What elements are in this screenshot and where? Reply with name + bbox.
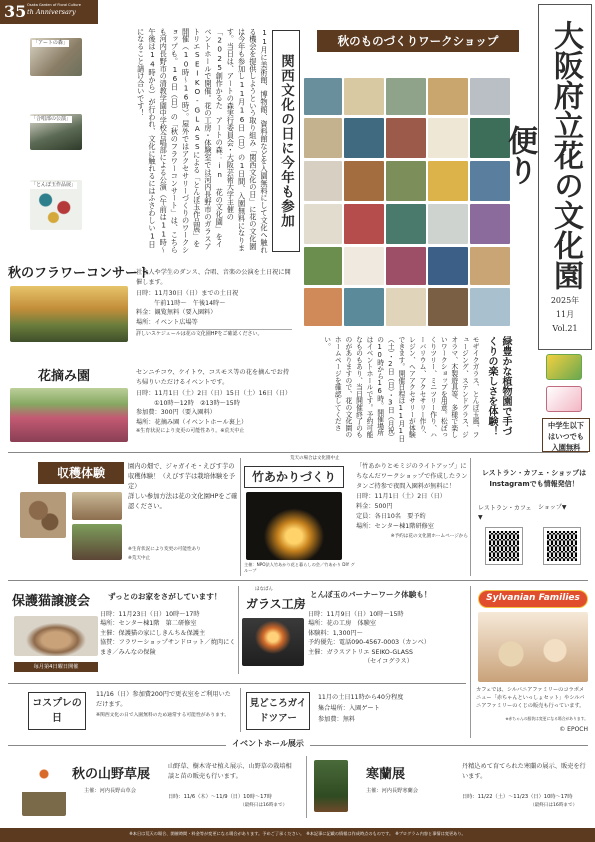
picking-note: ※生育状況により変更の可能性あり。※荒天中止 — [136, 428, 245, 434]
bamboo-fee: 料金：500円 — [356, 503, 393, 510]
divider — [8, 683, 466, 684]
masthead-title: 大阪府立花の文化園便り — [502, 20, 583, 290]
costume-title: コスプレの日 — [28, 692, 86, 730]
glass-place: 場所：花の工房 体験室 — [308, 620, 377, 628]
concert-note: 詳しいスケジュールは花の文化園HPをご確認ください。 — [136, 329, 292, 340]
concert-title: 秋のフラワーコンサート — [8, 266, 152, 281]
bamboo-lantern-photo — [246, 492, 342, 560]
concert-desc: 社会人や学生のダンス、合唱、音楽の公演を土日祝に開催します。 — [136, 269, 291, 286]
divider — [8, 452, 588, 453]
harvest-field-photo — [72, 492, 122, 520]
harvest-title: 収穫体験 — [38, 462, 124, 484]
kansai-day-body: 11月に美術館、博物館、資料館などを入園無料にして文化へ触れる機会を提供しようという取り組み「関西文化の日」に花の文化園は今年も参加し11月16日（日）の1日間、入園無料になります。当日は、アートの森実行委員会・大阪芸術大学主催の「2025創作かるた アートの森：in 花の文化園」をイベントホールで開催。花の工房・体験室では河内長野市のガラスアトリエSEIKO-GLASSによる「とんぼ玉作品展」を開催（10時〜16時）。屋外ではアクセサリーづくりのワークショップも。16日（日）の「秋のフラワーコンサート」は、こちらも河内長野市の清教学園中学校合唱部による公演（午前は11時〜午後は14時から）が行われ、文化に触れるにはふさわしい1日になること請け合いです！ — [136, 28, 269, 254]
picking-photo — [10, 388, 128, 442]
divider — [470, 458, 471, 576]
bamboo-sponsor: 主催：NPO法人竹あかり花と暮らしの会／竹あかり DIY グループ — [244, 562, 355, 573]
workshop-title: 秋のものづくりワークショップ — [317, 30, 519, 52]
cat-title: 保護猫譲渡会 — [12, 594, 91, 609]
hall-ex1-sponsor: 主催：河内長野山草会 — [84, 788, 136, 794]
cat-photo — [14, 616, 98, 656]
footer-text: ※本日は荒天の場合、開催時間・料金等が変更になる場合があります。予めご了承ください。 ※本記事に記載の情報は作成時点のものです。 ※プログラム内容と事情は変更あり。 — [129, 831, 466, 836]
concert-date: 日時：11月30日（日）までの土日祝 — [136, 290, 239, 297]
picking-date: 日時：11月1日（土）2日（日）15日（土）16日（日） — [136, 390, 292, 397]
cat-info — [100, 610, 236, 657]
hall-ex2-date-note: （最終日は16時まで） — [530, 803, 578, 808]
glass-sponsor-2: （セイコグラス） — [364, 658, 413, 666]
guide-fee: 参加費：無料 — [318, 716, 356, 723]
concert-time: 午前11時〜 午後14時〜 — [154, 299, 226, 307]
sylvanian-copyright: © EPOCH — [559, 726, 588, 733]
photo-caption: 「とんぼ玉作品展」 — [31, 182, 77, 188]
workshop-photo-grid — [304, 78, 510, 326]
hall-ex2-sponsor: 主催：河内長野寒蘭会 — [366, 788, 418, 794]
bamboo-caption-top: 荒天の場合は文化園中止 — [290, 456, 340, 461]
hall-ex1-title: 秋の山野草展 — [72, 767, 151, 782]
sylvanian-text: カフェでは、シルバニアファミリーのコラボメニュー「赤ちゃんといっしょセット」やシルバニアファミリーのくじの販売も行っています。 — [476, 687, 585, 709]
sylvanian-photo — [478, 612, 588, 682]
kansai-day-title: 関西文化の日に今年も参加 — [272, 30, 300, 252]
sylvanian-logo: Sylvanian Families — [478, 590, 588, 608]
glass-subtitle: とんぼ玉のバーナーワーク体験も！ — [310, 590, 432, 599]
orchid-photo — [314, 760, 348, 812]
bamboo-cap: 定員：各日10名 要予約 — [356, 513, 426, 520]
photo-caption: 「合唱部の公演」 — [31, 116, 72, 122]
bamboo-note: ※予約は花の文化園ホームページから — [390, 534, 468, 539]
cat-sponsor: 主催：保護猫の家にしきんち＆保護主 — [100, 629, 206, 637]
glass-date: 日時：11月9日（日）10時〜15時 — [308, 611, 404, 618]
masthead-year: 2025年 — [550, 296, 580, 305]
hall-title: イベントホール展示 — [226, 739, 310, 750]
restaurant-qr-code[interactable] — [486, 528, 522, 564]
wildflower-photo — [22, 756, 66, 816]
picking-place: 場所：花摘み園（イベントホール裏上） — [136, 418, 248, 426]
workshop-body: モザイクガラス、とんぼ玉風、フュージング、ステンドグラス、ジオラマ、木製遊具等、多様で楽しいワークショップを用意。松ぼっくりツリー、ミニツリー作り、ハーバリウム、アクセサリー作り、レジン、ヘアアクセサリーが体験できます。開催日程は11月1日（土）・2日（日）・3日（月祝）の10時から16時。開催場所はイベントホールです。予約可能なものもあり、当日開催終了のものがありますので、花の文化園のホームページを確認してください。 — [322, 336, 479, 442]
glass-ruby: ほなばん — [255, 587, 273, 592]
sylvanian-note: ※赤ちゃんの服装は変更になる場合があります。 — [505, 716, 588, 721]
concert-info — [136, 268, 292, 340]
anniversary-logo — [0, 0, 98, 24]
divider — [470, 586, 471, 738]
guide-info — [318, 692, 464, 725]
harvest-text: 園内の畑で、ジャガイモ・えびす芋の収穫体験！（えびす芋は栽培体験を予定） 詳しい参加方法は花の文化園HPをご確認ください。 — [128, 463, 238, 510]
picking-title: 花摘み園 — [38, 369, 91, 384]
restaurant-title: レストラン・カフェ・ショップはInstagramでも情報発信！ — [481, 469, 587, 488]
harvest-note-1: ※生育状況により変更の可能性あり — [128, 547, 201, 552]
cat-monthly-note: 毎月第4日曜日開催 — [14, 662, 98, 672]
logo-sub: Osaka Garden of Floral Culture — [27, 3, 81, 7]
hall-ex2-title: 寒蘭展 — [366, 767, 406, 782]
picking-time: ①10時〜12時 ②13時〜15時 — [154, 399, 240, 407]
junior-free-badge: 中学生以下 はいつでも 入園無料 — [542, 418, 590, 452]
hall-ex2-text: 丹精込めて育てられた寒蘭の展示、販売を行います。 — [462, 763, 586, 780]
glass-fee: 体験料：1,300円〜 — [308, 629, 363, 637]
bamboo-place: 場所：センター棟1階研修室 — [356, 523, 434, 530]
divider — [240, 688, 241, 732]
photo-caption: 「アートの森」 — [33, 40, 68, 46]
picking-info — [136, 368, 292, 437]
divider — [238, 586, 239, 674]
guide-time: 11月の土日11時から40分程度 — [318, 694, 404, 701]
hall-ex1-text: 山野草、樹木寄せ植え展示、山野草の栽培相談と苗の販売も行います。 — [168, 763, 292, 780]
concert-place: 場所：イベント広場等 — [136, 318, 198, 326]
restaurant-label: レストラン・カフェ▼ — [478, 505, 532, 521]
potato-photo — [20, 492, 66, 538]
bamboo-title: 竹あかりづくり — [244, 466, 344, 488]
workshop-heading: 緑豊かな植物園で手づくりの楽しさを体験！ — [486, 336, 511, 436]
concert-fee: 料金：観覧無料（要入園料） — [136, 309, 217, 316]
hall-ex2-date: 日時：11/22（土）〜11/23（日）10時〜17時 — [462, 794, 573, 800]
divider — [240, 458, 241, 576]
hanapuna-logo — [546, 354, 582, 380]
logo-years: 35 — [4, 2, 27, 21]
cat-coop: 協賛：フラワーショップサンドロット／焼肉にくまき／みんなの保険 — [100, 639, 236, 656]
costume-note: ※関西文化の日で入園無料のため通常する可能性があります。 — [96, 713, 230, 718]
hall-ex1-date: 日時：11/6（木）〜11/9（日）10時〜17時 — [168, 794, 272, 800]
concert-photo — [10, 286, 128, 342]
shop-label: ショップ▼ — [538, 504, 567, 511]
divider — [8, 580, 588, 581]
shop-qr-code[interactable] — [544, 528, 580, 564]
masthead-month: 11月 — [555, 310, 575, 319]
glass-tel: 予約優先：電話090-4567-0003（カンベ） — [308, 639, 431, 647]
bamboo-info — [356, 462, 468, 542]
glass-sponsor: 主催：ガラスアトリエ SEIKO-GLASS — [308, 648, 413, 656]
masthead-volume: Vol.21 — [552, 324, 578, 333]
cat-place: 場所：センター棟1階 第二研修室 — [100, 620, 197, 628]
flower-park-logo — [546, 386, 582, 412]
bamboo-desc: 「竹あかりとモミジのライトアップ」にちなんだワークショップで作成したランタンご持参で夜間入園料が無料に！ — [356, 463, 468, 490]
guide-place: 集合場所：入園ゲート — [318, 705, 380, 712]
glass-title: ガラス工房 — [246, 597, 306, 611]
guide-title: 見どころガイドツアー — [246, 692, 310, 730]
picking-desc: センニチコウ、ケイトウ、コスモス等の花を摘んでお持ち帰りいただけるイベントです。 — [136, 369, 290, 386]
divider — [306, 756, 307, 818]
harvest-kids-photo — [72, 524, 122, 560]
cat-date: 日時：11月23日（日）10時〜17時 — [100, 611, 200, 618]
glass-info — [308, 610, 464, 666]
cat-subtitle: ずっとのお家をさがしています！ — [108, 592, 222, 601]
hall-ex1-date-note: （最終日は16時まで） — [240, 803, 288, 808]
harvest-note-2: ※荒天中止 — [128, 556, 151, 561]
logo-text: th Anniversary — [27, 8, 76, 16]
picking-fee: 参加費：300円（要入園料） — [136, 409, 216, 416]
bamboo-date: 日時：11月1日（土）2日（日） — [356, 493, 446, 500]
costume-text: 11/16（日）参加費200円で更衣室をご利用いただけます。 — [96, 691, 231, 708]
glass-photo — [242, 618, 304, 666]
